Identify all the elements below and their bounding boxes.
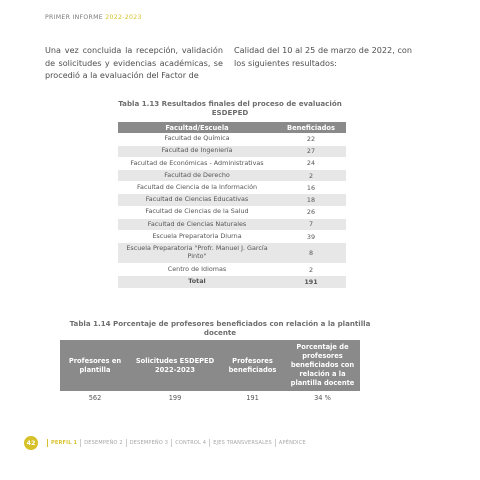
beneficiaries-count: 24	[276, 157, 346, 169]
table-row	[118, 133, 346, 145]
table1-caption: Tabla 1.13 Resultados finales del proceso de evaluación ESDEPED	[118, 99, 342, 117]
total-value: 191	[276, 276, 346, 288]
faculty-name: Facultad de Económicas - Administrativas	[118, 157, 276, 169]
nav-item-ejes-transversales[interactable]: EJES TRANSVERSALES	[209, 439, 275, 447]
table-row	[118, 157, 346, 169]
faculty-name: Facultad de Ciencia de la Información	[118, 182, 276, 194]
percentage-table	[60, 340, 360, 405]
table-row	[118, 182, 346, 194]
beneficiaries-count: 7	[276, 218, 346, 230]
column-header-faculty-staff: Profesores en plantilla	[60, 340, 130, 391]
beneficiaries-count: 18	[276, 194, 346, 206]
page-footer	[24, 436, 309, 450]
faculty-staff-count: 562	[88, 394, 102, 402]
beneficiaries-count: 8	[276, 243, 346, 264]
faculty-name: Facultad de Ciencias Naturales	[118, 218, 276, 230]
nav-item-perfil[interactable]: PERFIL 1	[47, 439, 80, 447]
beneficiaries-count: 26	[276, 206, 346, 218]
table-row	[118, 170, 346, 182]
beneficiaries-count: 191	[246, 394, 259, 402]
beneficiaries-count: 22	[276, 133, 346, 145]
table-row	[118, 243, 346, 264]
faculty-name: Facultad de Ciencias Educativas	[118, 194, 276, 206]
applications-count: 199	[168, 394, 182, 402]
faculty-name: Facultad de Derecho	[118, 170, 276, 182]
table-row	[118, 206, 346, 218]
beneficiaries-count: 2	[276, 170, 346, 182]
faculty-name: Escuela Preparatoria "Profr. Manuel J. García Pinto"	[118, 243, 276, 264]
body-paragraph-right: Calidad del 10 al 25 de marzo de 2022, con los siguientes resultados:	[234, 45, 412, 68]
nav-item-control[interactable]: CONTROL 4	[171, 439, 209, 447]
column-header-beneficiaries: Profesores beneficiados	[220, 340, 285, 391]
column-header-percentage: Porcentaje de profesores beneficiados con relación a la plantilla docente	[285, 340, 360, 391]
beneficiaries-count: 27	[276, 145, 346, 157]
nav-item-desempeno-2[interactable]: DESEMPEÑO 2	[80, 439, 125, 447]
running-header	[45, 14, 142, 21]
table-total-row	[118, 276, 346, 288]
beneficiaries-count: 39	[276, 231, 346, 243]
faculty-name: Facultad de Ciencias de la Salud	[118, 206, 276, 218]
faculty-name: Facultad de Ingeniería	[118, 145, 276, 157]
total-label: Total	[118, 276, 276, 288]
report-label: PRIMER INFORME	[45, 14, 103, 21]
section-nav	[47, 439, 309, 447]
faculty-name: Facultad de Química	[118, 133, 276, 145]
table-row	[118, 218, 346, 230]
table-header-row	[60, 340, 360, 391]
column-header-beneficiaries: Beneficiados	[276, 122, 346, 133]
faculty-name: Centro de Idiomas	[118, 264, 276, 276]
nav-item-apendice[interactable]: APÉNDICE	[275, 439, 309, 447]
column-header-applications: Solicitudes ESDEPED 2022-2023	[130, 340, 220, 391]
table-header-row	[118, 122, 346, 133]
beneficiaries-count: 2	[276, 264, 346, 276]
table2-caption: Tabla 1.14 Porcentaje de profesores beneficiados con relación a la plantilla docente	[69, 319, 371, 337]
page-number-badge: 42	[24, 436, 38, 450]
column-header-faculty: Facultad/Escuela	[118, 122, 276, 133]
report-years: 2022-2023	[105, 14, 142, 21]
table-row	[60, 391, 360, 405]
faculty-name: Escuela Preparatoria Diurna	[118, 231, 276, 243]
body-paragraph-left: Una vez concluida la recepción, validación de solicitudes y evidencias académicas, se procedió a la evaluación del Factor de	[45, 45, 223, 81]
results-table	[118, 122, 346, 289]
table-row	[118, 194, 346, 206]
table-row	[118, 264, 346, 276]
beneficiaries-count: 16	[276, 182, 346, 194]
table-row	[118, 231, 346, 243]
table-row	[118, 145, 346, 157]
nav-item-desempeno-3[interactable]: DESEMPEÑO 3	[126, 439, 171, 447]
percentage-value: 34 %	[314, 394, 331, 402]
